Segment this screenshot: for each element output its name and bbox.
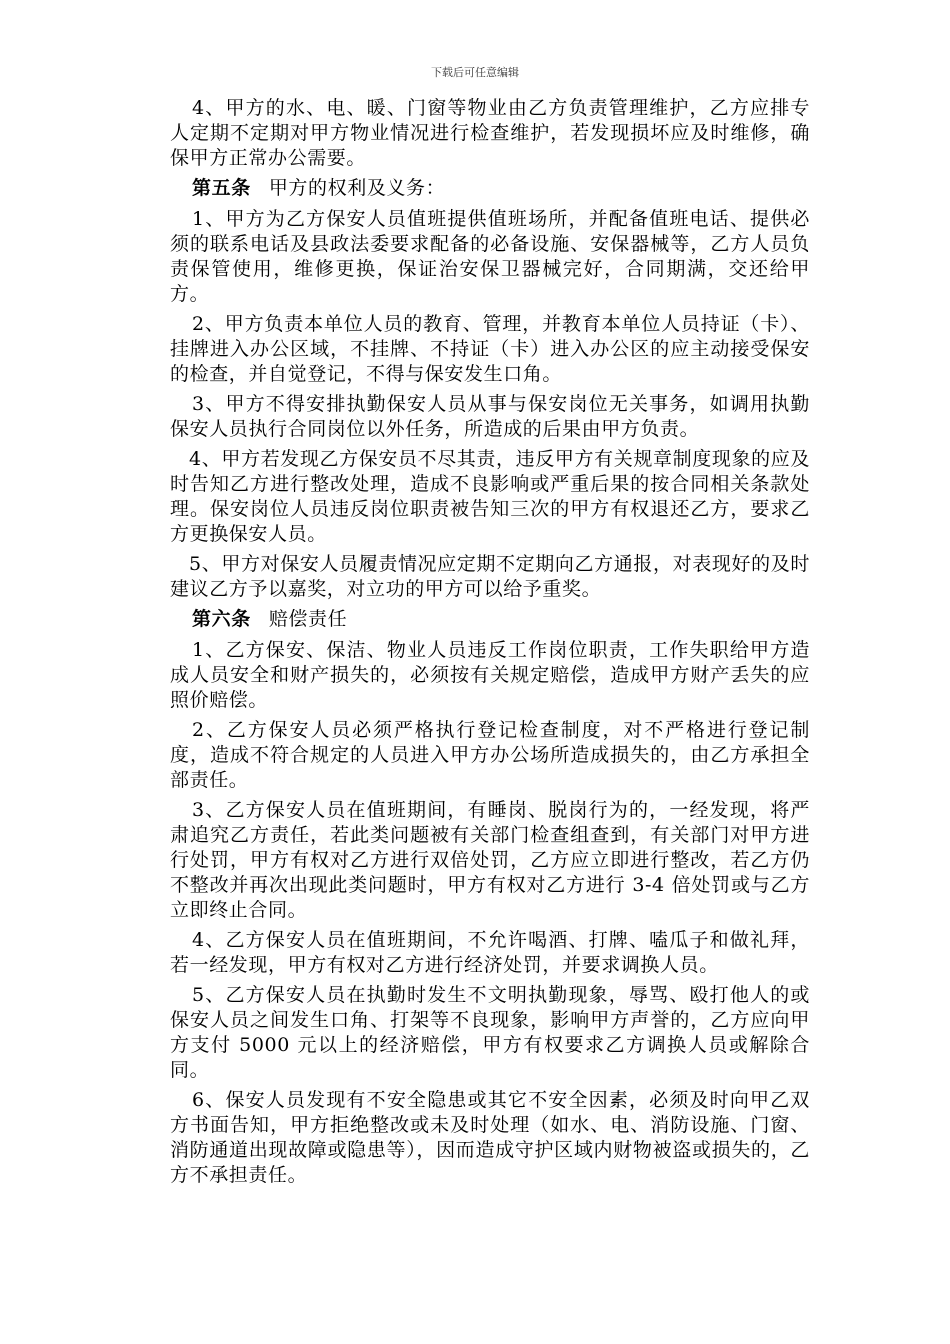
clause-paragraph: 1、乙方保安、保洁、物业人员违反工作岗位职责，工作失职给甲方造成人员安全和财产损失的，必须按有关规定赔偿，造成甲方财产丢失的应照价赔偿。 — [170, 639, 810, 711]
article-title: 甲方的权利及义务： — [268, 177, 446, 199]
clause-paragraph: 2、乙方保安人员必须严格执行登记检查制度，对不严格进行登记制度，造成不符合规定的人员进入甲方办公场所造成损失的，由乙方承担全部责任。 — [170, 719, 810, 791]
clause-paragraph: 2、甲方负责本单位人员的教育、管理，并教育本单位人员持证（卡）、挂牌进入办公区域，不挂牌、不持证（卡）进入办公区的应主动接受保安的检查，并自觉登记，不得与保安发生口角。 — [170, 313, 810, 385]
clause-paragraph: 4、甲方若发现乙方保安员不尽其责，违反甲方有关规章制度现象的应及时告知乙方进行整改处理，造成不良影响或严重后果的按合同相关条款处理。保安岗位人员违反岗位职责被告知三次的甲方有权退还乙方，要求乙方更换保安人员。 — [170, 448, 810, 545]
document-body — [170, 96, 810, 1193]
clause-paragraph: 3、甲方不得安排执勤保安人员从事与保安岗位无关事务，如调用执勤保安人员执行合同岗位以外任务，所造成的后果由甲方负责。 — [170, 393, 810, 440]
page-header: 下载后可任意编辑 — [431, 66, 519, 79]
clause-paragraph: 1、甲方为乙方保安人员值班提供值班场所，并配备值班电话、提供必须的联系电话及县政法委要求配备的必备设施、安保器械等，乙方人员负责保管使用，维修更换，保证治安保卫器械完好，合同期满，交还给甲方。 — [170, 208, 810, 305]
clause-paragraph: 3、乙方保安人员在值班期间，有睡岗、脱岗行为的，一经发现，将严肃追究乙方责任，若此类问题被有关部门检查组查到，有关部门对甲方进行处罚，甲方有权对乙方进行双倍处罚，乙方应立即进行整改，若乙方仍不整改并再次出现此类问题时，甲方有权对乙方进行 3-4 倍处罚或与乙方立即终止合同。 — [170, 799, 810, 921]
article-title: 赔偿责任 — [268, 608, 348, 630]
clause-paragraph: 6、保安人员发现有不安全隐患或其它不安全因素，必须及时向甲乙双方书面告知，甲方拒绝整改或未及时处理（如水、电、消防设施、门窗、消防通道出现故障或隐患等），因而造成守护区域内财物被盗或损失的，乙方不承担责任。 — [170, 1089, 810, 1186]
clause-paragraph: 5、甲方对保安人员履责情况应定期不定期向乙方通报，对表现好的及时建议乙方予以嘉奖，对立功的甲方可以给予重奖。 — [170, 553, 810, 600]
clause-paragraph: 4、甲方的水、电、暖、门窗等物业由乙方负责管理维护，乙方应排专人定期不定期对甲方物业情况进行检查维护，若发现损坏应及时维修，确保甲方正常办公需要。 — [170, 97, 810, 169]
clause-paragraph: 4、乙方保安人员在值班期间，不允许喝酒、打牌、嗑瓜子和做礼拜，若一经发现，甲方有权对乙方进行经济处罚，并要求调换人员。 — [170, 929, 810, 976]
article-heading-5 — [170, 176, 810, 201]
article-number: 第五条 — [192, 177, 251, 199]
clause-paragraph: 5、乙方保安人员在执勤时发生不文明执勤现象，辱骂、殴打他人的或保安人员之间发生口角、打架等不良现象，影响甲方声誉的，乙方应向甲方支付 5000 元以上的经济赔偿，甲方有权要求乙方调换人员或解除合同。 — [170, 984, 810, 1081]
article-number: 第六条 — [192, 608, 251, 630]
article-heading-6 — [170, 607, 810, 632]
